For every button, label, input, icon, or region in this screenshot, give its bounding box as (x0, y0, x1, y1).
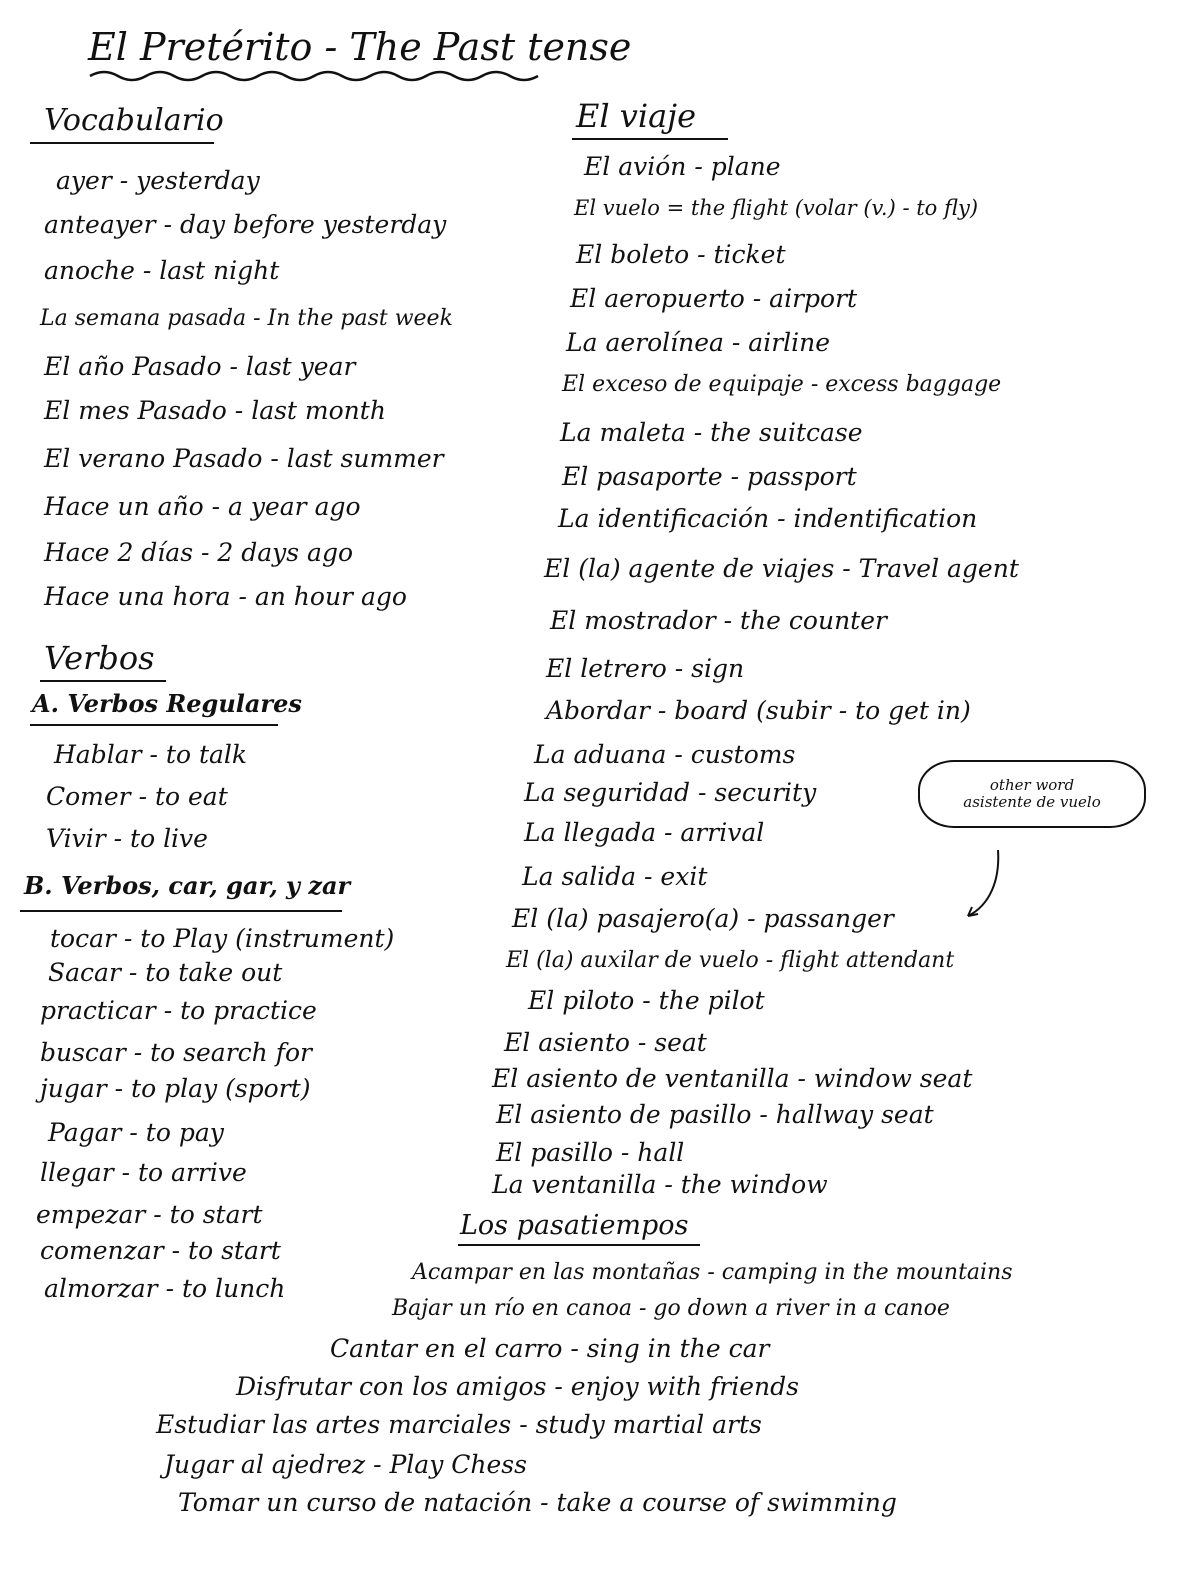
pasatiempo-item: Jugar al ajedrez - Play Chess (164, 1450, 527, 1479)
viaje-item: Abordar - board (subir - to get in) (546, 696, 971, 725)
viaje-item: La llegada - arrival (524, 818, 765, 847)
pasatiempo-item: Estudiar las artes marciales - study martial arts (156, 1410, 762, 1439)
viaje-item: El pasillo - hall (496, 1138, 685, 1167)
vocab-item: Hace 2 días - 2 days ago (44, 538, 353, 567)
viaje-item: El asiento de ventanilla - window seat (492, 1064, 973, 1093)
viaje-item: El asiento - seat (504, 1028, 707, 1057)
vocab-item: ayer - yesterday (56, 166, 260, 195)
pasatiempo-item: Cantar en el carro - sing in the car (330, 1334, 770, 1363)
verbos-car-gar-zar-heading: B. Verbos, car, gar, y zar (24, 871, 351, 900)
verb-item: practicar - to practice (40, 996, 317, 1025)
vocab-item: anoche - last night (44, 256, 280, 285)
vocab-item: El verano Pasado - last summer (44, 444, 444, 473)
viaje-item: La maleta - the suitcase (560, 418, 863, 447)
note-line: asistente de vuelo (963, 793, 1101, 811)
viaje-heading: El viaje (576, 97, 697, 135)
note-line: other word (989, 775, 1075, 794)
viaje-item: El letrero - sign (546, 654, 745, 683)
verb-item: Comer - to eat (46, 782, 228, 811)
viaje-item: La salida - exit (522, 862, 708, 891)
viaje-item: La identificación - indentification (558, 504, 978, 533)
vocabulario-heading: Vocabulario (44, 103, 224, 138)
verb-item: empezar - to start (36, 1200, 263, 1229)
viaje-item: El pasaporte - passport (562, 462, 857, 491)
viaje-item: La aerolínea - airline (566, 328, 831, 357)
verb-item: llegar - to arrive (40, 1158, 247, 1187)
viaje-item: El (la) pasajero(a) - passanger (512, 904, 894, 933)
viaje-item: El (la) agente de viajes - Travel agent (544, 554, 1019, 583)
verbos-regulares-heading: A. Verbos Regulares (32, 689, 302, 718)
viaje-item: El vuelo = the flight (volar (v.) - to fly) (574, 196, 979, 220)
viaje-item: El boleto - ticket (576, 240, 786, 269)
vocab-item: anteayer - day before yesterday (44, 210, 447, 239)
viaje-item: El avión - plane (584, 152, 781, 181)
vocab-item: El año Pasado - last year (44, 352, 356, 381)
regulares-underline (30, 724, 278, 726)
vocab-item: Hace una hora - an hour ago (44, 582, 407, 611)
verb-item: buscar - to search for (40, 1038, 312, 1067)
pasatiempo-item: Acampar en las montañas - camping in the mountains (412, 1260, 1013, 1285)
vocab-item: La semana pasada - In the past week (40, 306, 453, 331)
verb-item: Vivir - to live (46, 824, 208, 853)
viaje-underline (572, 138, 728, 140)
viaje-item: El piloto - the pilot (528, 986, 765, 1015)
viaje-item: La seguridad - security (524, 778, 817, 807)
verb-item: almorzar - to lunch (44, 1274, 286, 1303)
verb-item: comenzar - to start (40, 1236, 281, 1265)
verbos-heading: Verbos (44, 639, 155, 677)
viaje-item: El asiento de pasillo - hallway seat (496, 1100, 934, 1129)
car-gar-zar-underline (20, 910, 342, 912)
verb-item: tocar - to Play (instrument) (50, 924, 395, 953)
pasatiempos-heading: Los pasatiempos (460, 1210, 689, 1241)
verb-item: Pagar - to pay (48, 1118, 224, 1147)
verbos-underline (40, 680, 166, 682)
verb-item: jugar - to play (sport) (40, 1074, 311, 1103)
viaje-item: El exceso de equipaje - excess baggage (562, 372, 1002, 397)
note-bubble (918, 760, 1146, 828)
pasatiempo-item: Bajar un río en canoa - go down a river in a canoe (392, 1296, 950, 1321)
pasatiempo-item: Disfrutar con los amigos - enjoy with friends (236, 1372, 799, 1401)
vocabulario-underline (30, 142, 214, 144)
page-title: El Pretérito - The Past tense (88, 25, 632, 69)
vocab-item: El mes Pasado - last month (44, 396, 386, 425)
verb-item: Hablar - to talk (54, 740, 248, 769)
verb-item: Sacar - to take out (48, 958, 283, 987)
viaje-item: El aeropuerto - airport (570, 284, 858, 313)
pasatiempo-item: Tomar un curso de natación - take a course of swimming (178, 1488, 897, 1517)
viaje-item: La ventanilla - the window (492, 1170, 828, 1199)
vocab-item: Hace un año - a year ago (44, 492, 361, 521)
pasatiempos-underline (458, 1244, 700, 1246)
viaje-item: El mostrador - the counter (550, 606, 887, 635)
viaje-item: El (la) auxilar de vuelo - flight attendant (506, 948, 955, 973)
viaje-item: La aduana - customs (534, 740, 796, 769)
